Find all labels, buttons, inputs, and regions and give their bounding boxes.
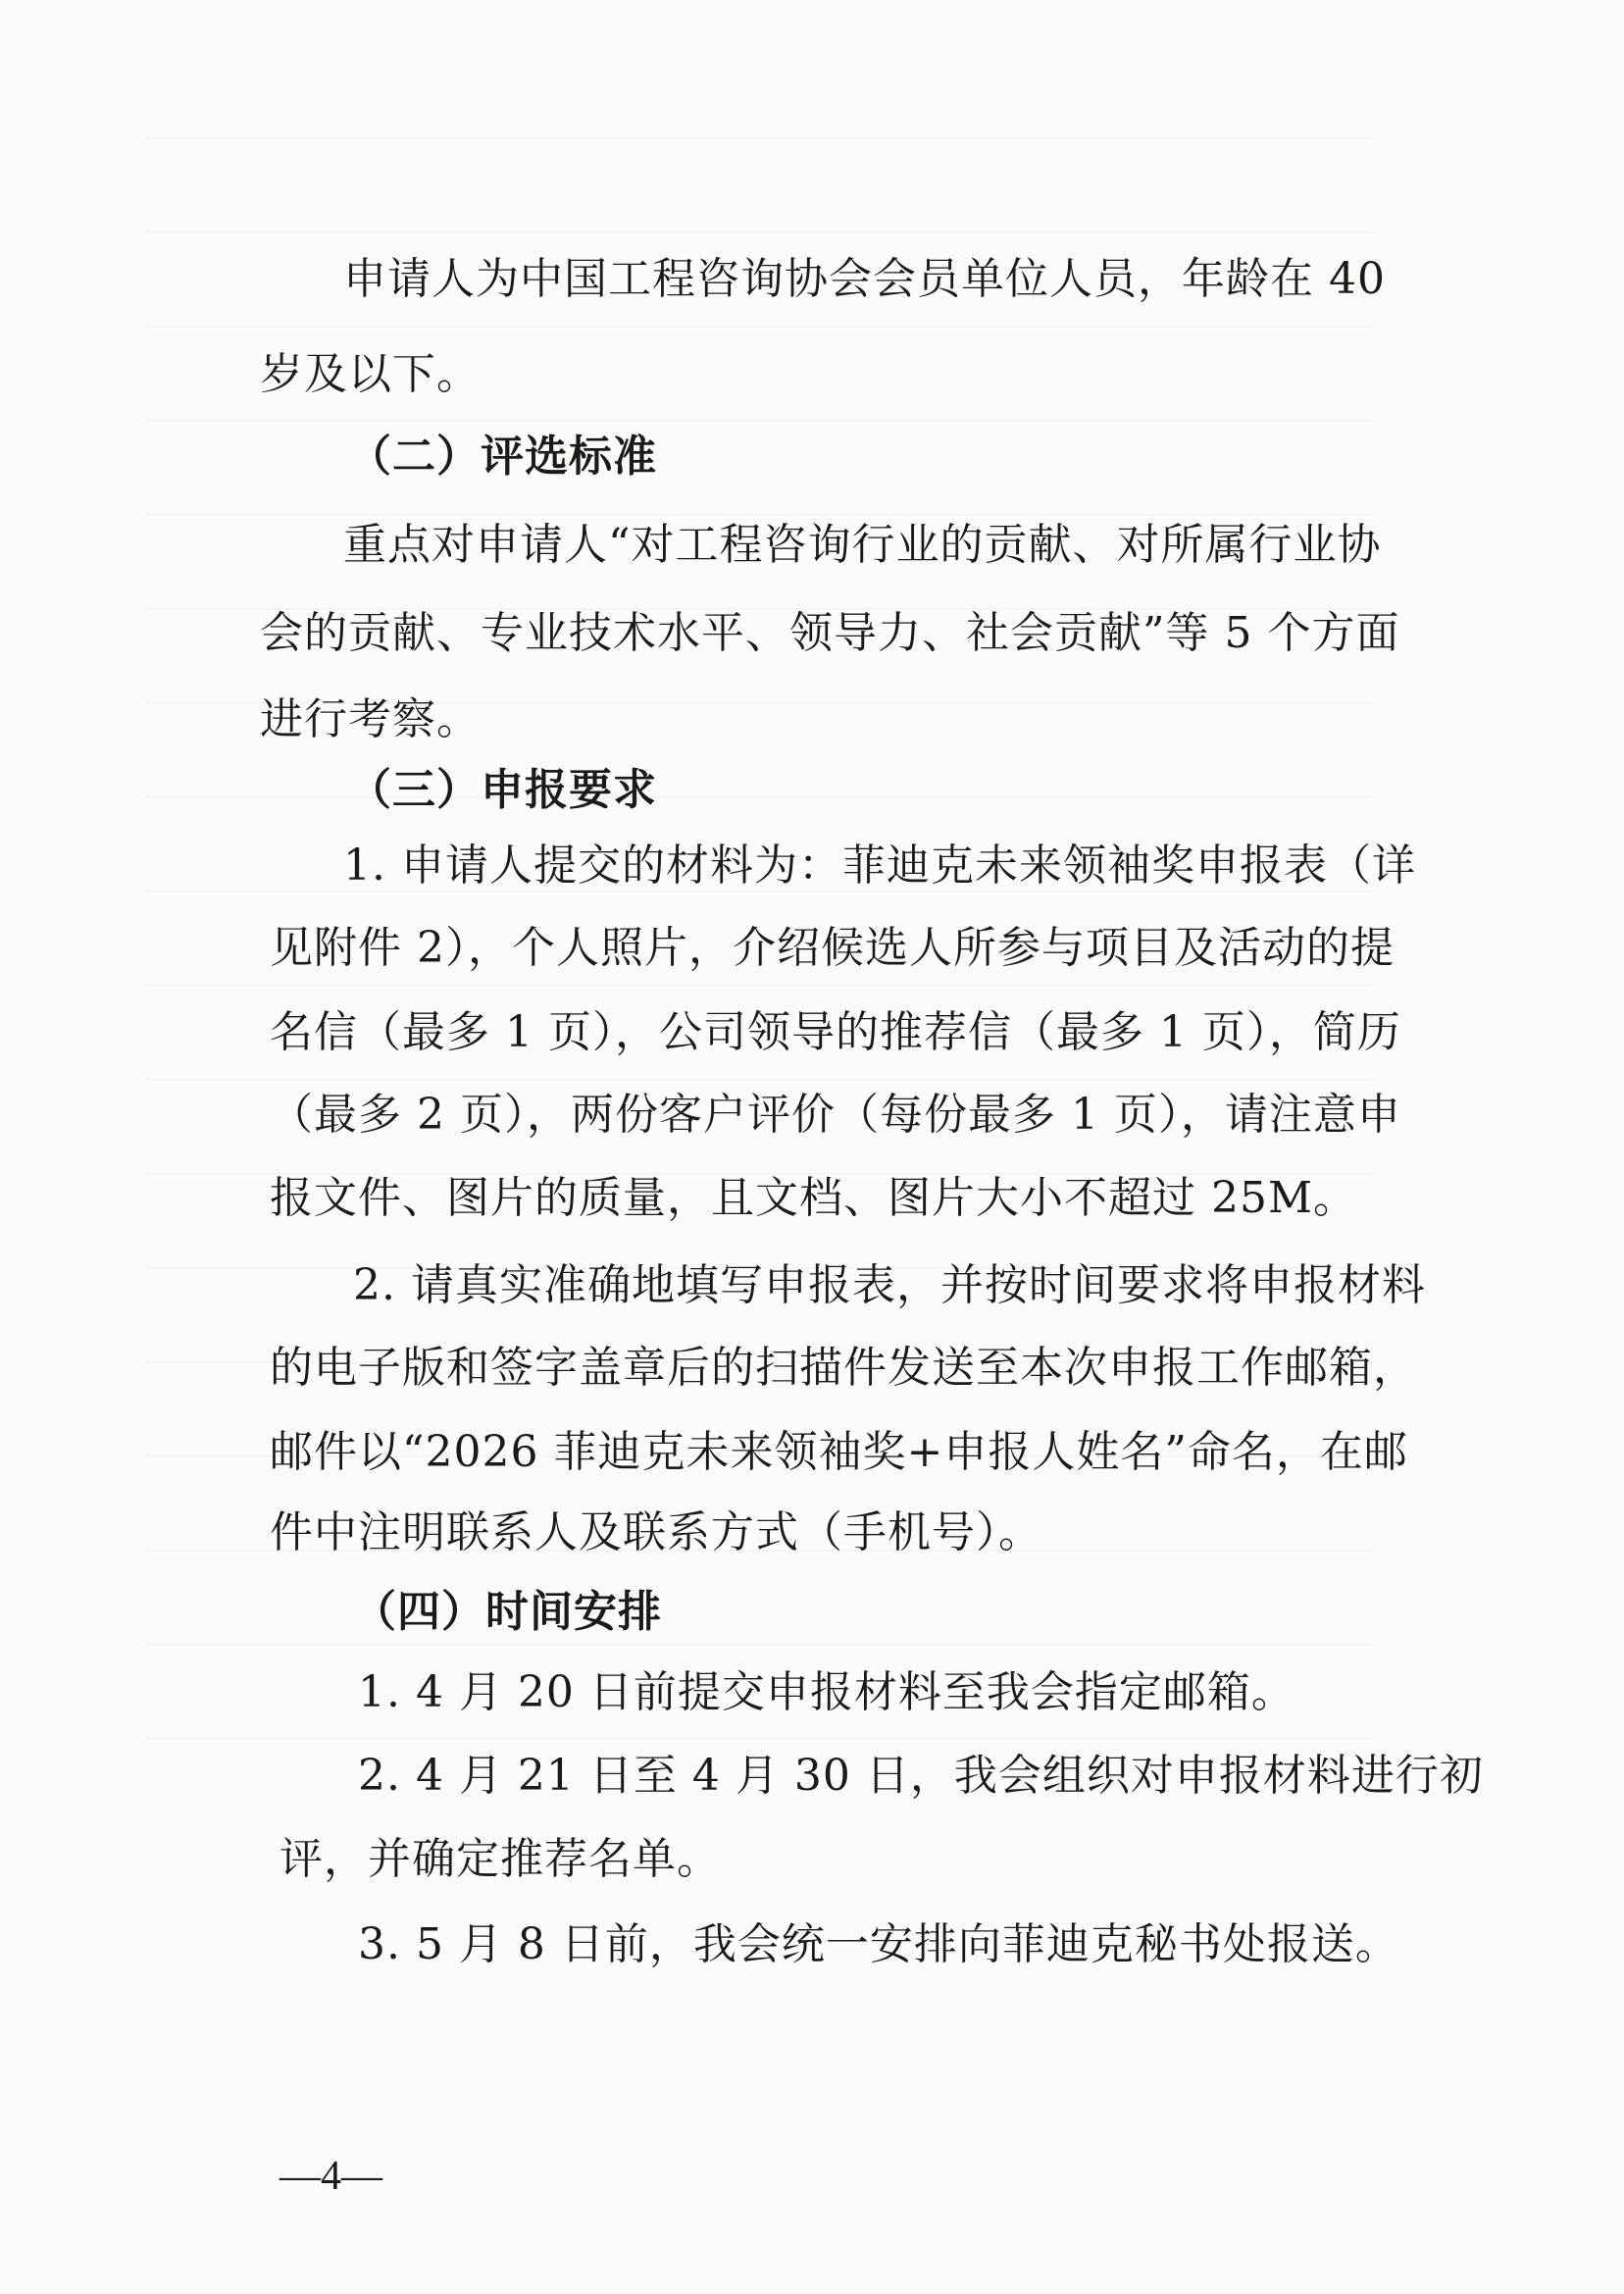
schedule-item-1: 1. 4 月 20 日前提交申报材料至我会指定邮箱。 [358, 1667, 1295, 1717]
paragraph-requirements-1-line-2: 见附件 2），个人照片，介绍候选人所参与项目及活动的提 [270, 923, 1395, 973]
paragraph-criteria-line-1: 重点对申请人“对工程咨询行业的贡献、对所属行业协 [343, 520, 1382, 570]
paragraph-requirements-1-line-5: 报文件、图片的质量，且文档、图片大小不超过 25M。 [270, 1173, 1358, 1223]
paragraph-requirements-1-line-3: 名信（最多 1 页），公司领导的推荐信（最多 1 页），简历 [270, 1007, 1401, 1057]
paragraph-requirements-1-line-1: 1. 申请人提交的材料为：菲迪克未来领袖奖申报表（详 [343, 841, 1416, 891]
schedule-item-3: 3. 5 月 8 日前，我会统一安排向菲迪克秘书处报送。 [358, 1919, 1399, 1969]
paragraph-requirements-1-line-4: （最多 2 页），两份客户评价（每份最多 1 页），请注意申 [270, 1090, 1401, 1140]
paragraph-requirements-2-line-3: 邮件以“2026 菲迪克未来领袖奖+申报人姓名”命名，在邮 [270, 1427, 1408, 1477]
paragraph-criteria-line-3: 进行考察。 [260, 694, 481, 744]
paragraph-eligibility-line-2: 岁及以下。 [260, 349, 481, 399]
section-heading-requirements: （三）申报要求 [348, 765, 657, 815]
section-heading-schedule: （四）时间安排 [353, 1587, 662, 1637]
paragraph-requirements-2-line-4: 件中注明联系人及联系方式（手机号）。 [270, 1507, 1042, 1557]
paragraph-requirements-2-line-2: 的电子版和签字盖章后的扫描件发送至本次申报工作邮箱， [270, 1343, 1417, 1393]
paragraph-criteria-line-2: 会的贡献、专业技术水平、领导力、社会贡献”等 5 个方面 [260, 608, 1400, 658]
schedule-item-2-line-1: 2. 4 月 21 日至 4 月 30 日，我会组织对申报材料进行初 [358, 1751, 1484, 1801]
paragraph-requirements-2-line-1: 2. 请真实准确地填写申报表，并按时间要求将申报材料 [353, 1260, 1426, 1310]
page-number: —4— [279, 2154, 382, 2199]
schedule-item-2-line-2: 评，并确定推荐名单。 [279, 1834, 721, 1884]
section-heading-criteria: （二）评选标准 [348, 432, 657, 482]
paragraph-eligibility-line-1: 申请人为中国工程咨询协会会员单位人员，年龄在 40 [343, 254, 1386, 304]
